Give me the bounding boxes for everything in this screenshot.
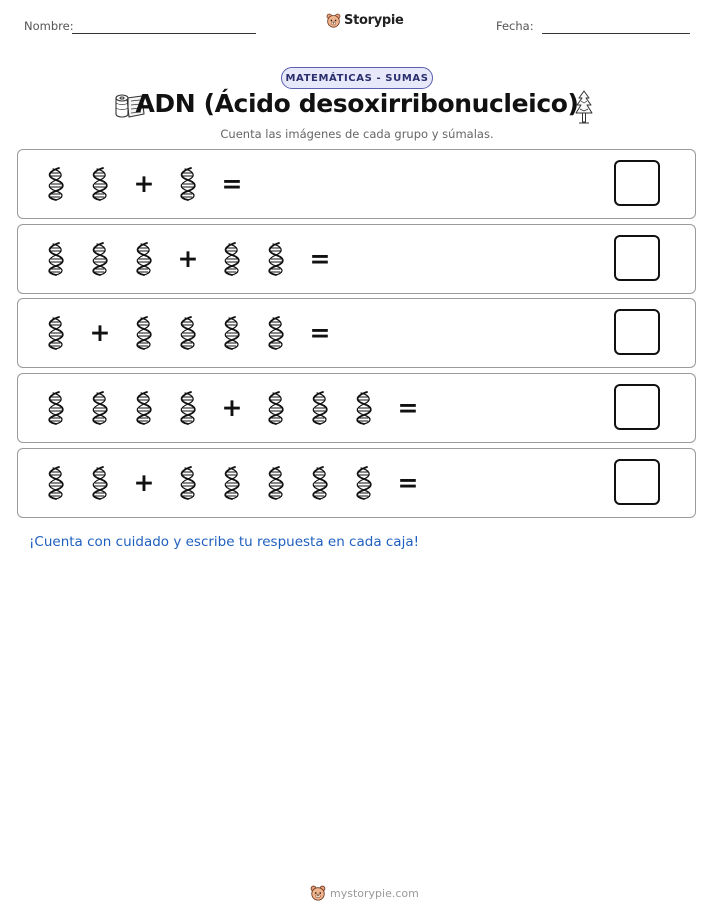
dna-helix-icon [264, 316, 288, 350]
site-url: mystorypie.com [330, 886, 419, 900]
problem-row [17, 149, 696, 219]
date-label: Fecha: [496, 19, 534, 33]
equals-sign: = [309, 244, 331, 273]
equals-sign: = [397, 468, 419, 497]
dna-helix-icon [44, 167, 68, 201]
dna-helix-icon [176, 391, 200, 425]
dna-helix-icon [176, 466, 200, 500]
problem-row [17, 448, 696, 518]
bear-logo-icon [326, 13, 341, 28]
dna-helix-icon [176, 167, 200, 201]
plus-sign: + [221, 393, 243, 422]
date-line[interactable] [542, 33, 690, 34]
answer-box[interactable] [614, 459, 660, 505]
dna-helix-icon [308, 391, 332, 425]
answer-box[interactable] [614, 160, 660, 206]
dna-helix-icon [132, 242, 156, 276]
category-badge: MATEMÁTICAS - SUMAS [281, 67, 433, 89]
dna-helix-icon [44, 242, 68, 276]
brand-logo [326, 13, 404, 28]
dna-helix-icon [88, 391, 112, 425]
equals-sign: = [397, 393, 419, 422]
dna-helix-icon [88, 167, 112, 201]
answer-box[interactable] [614, 235, 660, 281]
answer-box[interactable] [614, 384, 660, 430]
brand-name: Storypie [344, 13, 404, 28]
plus-sign: + [133, 468, 155, 497]
dna-helix-icon [88, 242, 112, 276]
name-line[interactable] [72, 33, 256, 34]
tree-icon [574, 90, 594, 124]
name-label: Nombre: [24, 19, 74, 33]
plus-sign: + [177, 244, 199, 273]
problem-row [17, 224, 696, 294]
instructions: Cuenta las imágenes de cada grupo y súmalas. [220, 127, 494, 141]
answer-box[interactable] [614, 309, 660, 355]
dna-helix-icon [176, 316, 200, 350]
dna-helix-icon [220, 316, 244, 350]
site-credit [310, 885, 419, 901]
dna-helix-icon [264, 242, 288, 276]
equals-sign: = [309, 318, 331, 347]
problem-row [17, 298, 696, 368]
dna-helix-icon [44, 316, 68, 350]
dna-helix-icon [44, 466, 68, 500]
dna-helix-icon [264, 466, 288, 500]
plus-sign: + [89, 318, 111, 347]
bear-logo-icon [310, 885, 326, 901]
dna-helix-icon [88, 466, 112, 500]
dna-helix-icon [220, 242, 244, 276]
dna-helix-icon [308, 466, 332, 500]
page-title: ADN (Ácido desoxirribonucleico) [135, 89, 579, 118]
dna-helix-icon [132, 316, 156, 350]
dna-helix-icon [264, 391, 288, 425]
dna-helix-icon [352, 391, 376, 425]
problem-row [17, 373, 696, 443]
dna-helix-icon [220, 466, 244, 500]
equals-sign: = [221, 169, 243, 198]
dna-helix-icon [132, 391, 156, 425]
plus-sign: + [133, 169, 155, 198]
footer-note: ¡Cuenta con cuidado y escribe tu respuesta en cada caja! [29, 534, 420, 550]
dna-helix-icon [44, 391, 68, 425]
dna-helix-icon [352, 466, 376, 500]
